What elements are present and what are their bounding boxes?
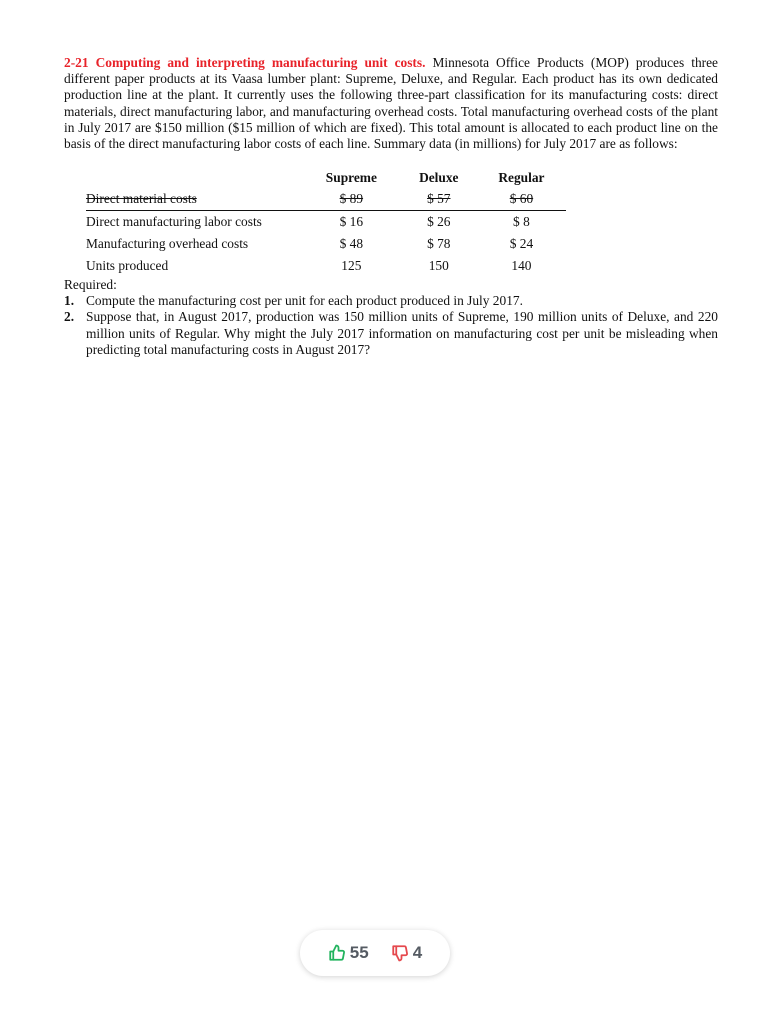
table-row-overhead bbox=[86, 233, 566, 255]
required-heading: Required: bbox=[64, 277, 117, 292]
problem-number: 2-21 bbox=[64, 55, 89, 70]
cell-regular: $ 24 bbox=[509, 236, 534, 251]
vote-bar bbox=[300, 930, 450, 976]
column-header-supreme: Supreme bbox=[325, 170, 377, 185]
table-row-units bbox=[86, 255, 566, 277]
required-section bbox=[64, 277, 718, 358]
cell-supreme: $ 16 bbox=[339, 214, 364, 229]
table-header-blank bbox=[86, 168, 302, 188]
cell-supreme: $ 89 bbox=[302, 188, 401, 211]
problem-title: Computing and interpreting manufacturing unit costs. bbox=[95, 55, 426, 70]
thumbs-down-icon bbox=[391, 944, 409, 962]
upvote-button[interactable] bbox=[328, 943, 369, 963]
upvote-count: 55 bbox=[349, 943, 369, 962]
cell-supreme: $ 48 bbox=[339, 236, 364, 251]
row-label: Manufacturing overhead costs bbox=[86, 236, 249, 251]
table-row-direct-material bbox=[86, 188, 566, 211]
row-label: Direct material costs bbox=[86, 188, 302, 211]
table-header-row bbox=[86, 168, 566, 188]
cell-regular: $ 8 bbox=[513, 214, 530, 229]
cell-deluxe: $ 26 bbox=[427, 214, 451, 229]
problem-body: Minnesota Office Products (MOP) produces three different paper products at its Vaasa lumber plant: Supreme, Deluxe, and Regular. Each product has its own dedicated production line at the plant. It currently uses the following three-part classification for its manufacturing costs: direct materials, direct manufacturing labor, and manufacturing overhead costs. Total manufacturing overhead costs of the plant in July 2017 are $150 million ($15 million of which are fixed). This total amount is allocated to each product line on the basis of the direct manufacturing labor costs of each line. Summary data (in millions) for July 2017 are as follows: bbox=[64, 55, 718, 152]
downvote-count: 4 bbox=[412, 943, 423, 962]
column-header-regular: Regular bbox=[498, 170, 545, 185]
problem-statement bbox=[64, 55, 718, 152]
required-item-number: 1. bbox=[64, 293, 75, 309]
thumbs-up-icon bbox=[328, 944, 346, 962]
required-item-number: 2. bbox=[64, 309, 75, 325]
required-item-1 bbox=[64, 293, 718, 309]
cell-regular: $ 60 bbox=[477, 188, 566, 211]
cell-deluxe: $ 78 bbox=[427, 236, 451, 251]
required-item-text: Compute the manufacturing cost per unit for each product produced in July 2017. bbox=[86, 293, 523, 309]
cost-data-table bbox=[86, 168, 566, 277]
cell-deluxe: $ 57 bbox=[401, 188, 477, 211]
cell-supreme: 125 bbox=[341, 258, 362, 273]
table-row-direct-labor bbox=[86, 211, 566, 234]
required-item-text: Suppose that, in August 2017, production was 150 million units of Supreme, 190 million units of Deluxe, and 220 million units of Regular. Why might the July 2017 information on manufacturing cost per unit be misleading when predicting total manufacturing costs in August 2017? bbox=[86, 309, 718, 357]
cell-deluxe: 150 bbox=[428, 258, 449, 273]
column-header-deluxe: Deluxe bbox=[419, 170, 459, 185]
required-item-2 bbox=[64, 309, 718, 358]
row-label: Direct manufacturing labor costs bbox=[86, 214, 262, 229]
row-label: Units produced bbox=[86, 258, 169, 273]
cell-regular: 140 bbox=[511, 258, 532, 273]
downvote-button[interactable] bbox=[391, 943, 422, 963]
